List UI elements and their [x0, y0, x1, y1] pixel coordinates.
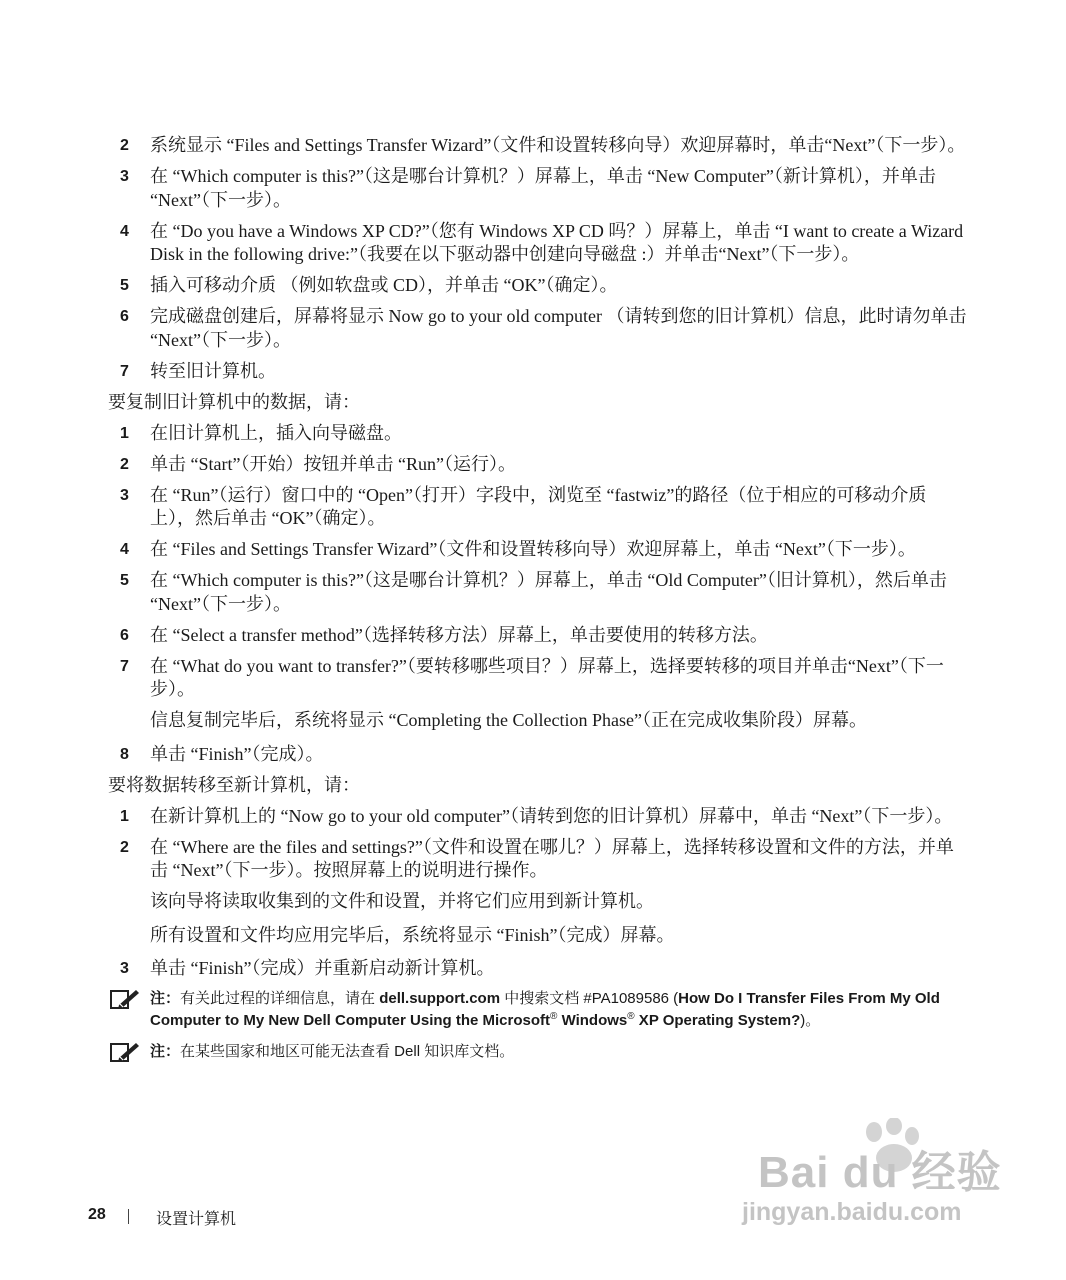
step-number: 2 — [120, 455, 129, 473]
note-text-end: )。 — [800, 1012, 821, 1029]
note-label: 注： — [150, 990, 181, 1007]
doc-title-part3: XP Operating System? — [634, 1012, 801, 1029]
step-number: 4 — [120, 541, 129, 558]
setup-step-7 — [108, 360, 968, 384]
transfer-intro: 要将数据转移至新计算机，请： — [108, 774, 360, 795]
support-site-text: dell.support.com — [379, 990, 501, 1007]
copy-step-3 — [108, 484, 968, 531]
setup-step-4 — [108, 220, 968, 267]
note-detail-info — [108, 988, 968, 1032]
registered-mark: ® — [550, 1011, 558, 1022]
transfer-step-2 — [108, 836, 968, 883]
step-text: 在 “Files and Settings Transfer Wizard”（文件和设置转移向导）欢迎屏幕上，单击 “Next”（下一步）。 — [150, 539, 916, 559]
note-text-part1: 有关此过程的详细信息，请在 — [180, 990, 380, 1007]
copy-step7-note: 信息复制完毕后，系统将显示 “Completing the Collection Phase”（正在完成收集阶段）屏幕。 — [150, 710, 867, 730]
note-text-part2: 中搜索文档 #PA1089586 ( — [500, 990, 679, 1007]
step-text: 在 “Which computer is this?”（这是哪台计算机？）屏幕上，单击 “New Computer”（新计算机），并单击 “Next”（下一步）。 — [150, 166, 936, 210]
transfer-step2-note-1: 该向导将读取收集到的文件和设置，并将它们应用到新计算机。 — [150, 891, 654, 911]
transfer-step-3 — [108, 957, 968, 981]
doc-title-part2: Windows — [557, 1012, 628, 1029]
step-number: 1 — [120, 424, 129, 442]
watermark-logo-text: Bai du 经验 — [758, 1148, 1002, 1197]
copy-intro: 要复制旧计算机中的数据，请： — [108, 391, 360, 412]
step-number: 2 — [120, 137, 129, 154]
pencil-note-icon — [110, 988, 140, 1012]
note-availability — [108, 1041, 968, 1063]
step-text: 在 “Which computer is this?”（这是哪台计算机？）屏幕上，单击 “Old Computer”（旧计算机），然后单击 “Next”（下一步）。 — [150, 570, 947, 614]
step-number: 6 — [120, 308, 129, 325]
step-text: 在 “Where are the files and settings?”（文件和设置在哪儿？）屏幕上，选择转移设置和文件的方法，并单击 “Next”（下一步）。按照屏幕上的说明进行操作。 — [150, 836, 954, 880]
step-text: 插入可移动介质 （例如软盘或 CD），并单击 “OK”（确定）。 — [150, 275, 618, 295]
note-text: 在某些国家和地区可能无法查看 Dell 知识库文档。 — [180, 1043, 515, 1060]
step-number: 6 — [120, 626, 129, 644]
step-text: 单击 “Start”（开始）按钮并单击 “Run”（运行）。 — [150, 453, 516, 474]
page-content — [108, 134, 968, 1072]
step-number: 2 — [120, 838, 129, 856]
step-text: 在 “Do you have a Windows XP CD?”（您有 Windows XP CD 吗？）屏幕上，单击 “I want to create a Wizard Disk in the following drive:”（我要在以下驱动器中创建向导磁盘 :）并单击“Next”（下一步）。 — [150, 220, 964, 264]
step-text: 在旧计算机上，插入向导磁盘。 — [150, 422, 402, 443]
step-number: 3 — [120, 168, 129, 185]
setup-step-3 — [108, 165, 968, 212]
pencil-note-icon — [110, 1041, 140, 1065]
step-text: 在新计算机上的 “Now go to your old computer”（请转到您的旧计算机）屏幕中，单击 “Next”（下一步）。 — [150, 805, 953, 826]
copy-steps-list — [108, 422, 968, 702]
step-number: 8 — [120, 745, 129, 763]
step-number: 4 — [120, 222, 129, 240]
step-number: 3 — [120, 486, 129, 504]
step-text: 单击 “Finish”（完成）并重新启动新计算机。 — [150, 958, 495, 978]
step-text: 在 “Select a transfer method”（选择转移方法）屏幕上，单击要使用的转移方法。 — [150, 624, 768, 645]
step-text: 在 “Run”（运行）窗口中的 “Open”（打开）字段中，浏览至 “fastwiz”的路径（位于相应的可移动介质上），然后单击 “OK”（确定）。 — [150, 484, 927, 528]
step-number: 7 — [120, 657, 129, 675]
copy-step-7 — [108, 655, 968, 702]
copy-step-6 — [108, 624, 968, 648]
transfer-steps-list — [108, 805, 968, 883]
step-text: 转至旧计算机。 — [150, 360, 276, 381]
step-text: 在 “What do you want to transfer?”（要转移哪些项目？）屏幕上，选择要转移的项目并单击“Next”（下一步）。 — [150, 655, 944, 699]
copy-step-8 — [108, 743, 968, 767]
section-title: 设置计算机 — [156, 1211, 237, 1228]
step-number: 7 — [120, 362, 129, 380]
copy-step-5 — [108, 569, 968, 616]
copy-step-2 — [108, 453, 968, 477]
step-number: 1 — [120, 807, 129, 825]
setup-steps-list — [108, 134, 968, 383]
registered-mark: ® — [627, 1011, 635, 1022]
step-text: 完成磁盘创建后，屏幕将显示 Now go to your old computer （请转到您的旧计算机）信息，此时请勿单击 “Next”（下一步）。 — [150, 306, 967, 350]
step-text: 系统显示 “Files and Settings Transfer Wizard”（文件和设置转移向导）欢迎屏幕时，单击“Next”（下一步）。 — [150, 135, 966, 155]
transfer-step2-note-2: 所有设置和文件均应用完毕后，系统将显示 “Finish”（完成）屏幕。 — [150, 924, 675, 945]
copy-step-4 — [108, 538, 968, 562]
doc-title-part1: How Do I Transfer Files From My Old Computer to My New Dell Computer Using the Microsoft — [150, 990, 940, 1029]
baidu-watermark — [740, 1118, 1040, 1238]
transfer-step-1 — [108, 805, 968, 829]
copy-step-1 — [108, 422, 968, 446]
page-number: 28 — [88, 1206, 106, 1223]
step-number: 3 — [120, 960, 129, 977]
setup-step-6 — [108, 305, 968, 352]
footer-divider — [128, 1209, 129, 1224]
note-label: 注： — [150, 1043, 181, 1060]
setup-step-2 — [108, 134, 968, 158]
step-number: 5 — [120, 277, 129, 294]
step-number: 5 — [120, 572, 129, 589]
step-text: 单击 “Finish”（完成）。 — [150, 743, 324, 764]
setup-step-5 — [108, 274, 968, 298]
watermark-url: jingyan.baidu.com — [742, 1198, 962, 1226]
